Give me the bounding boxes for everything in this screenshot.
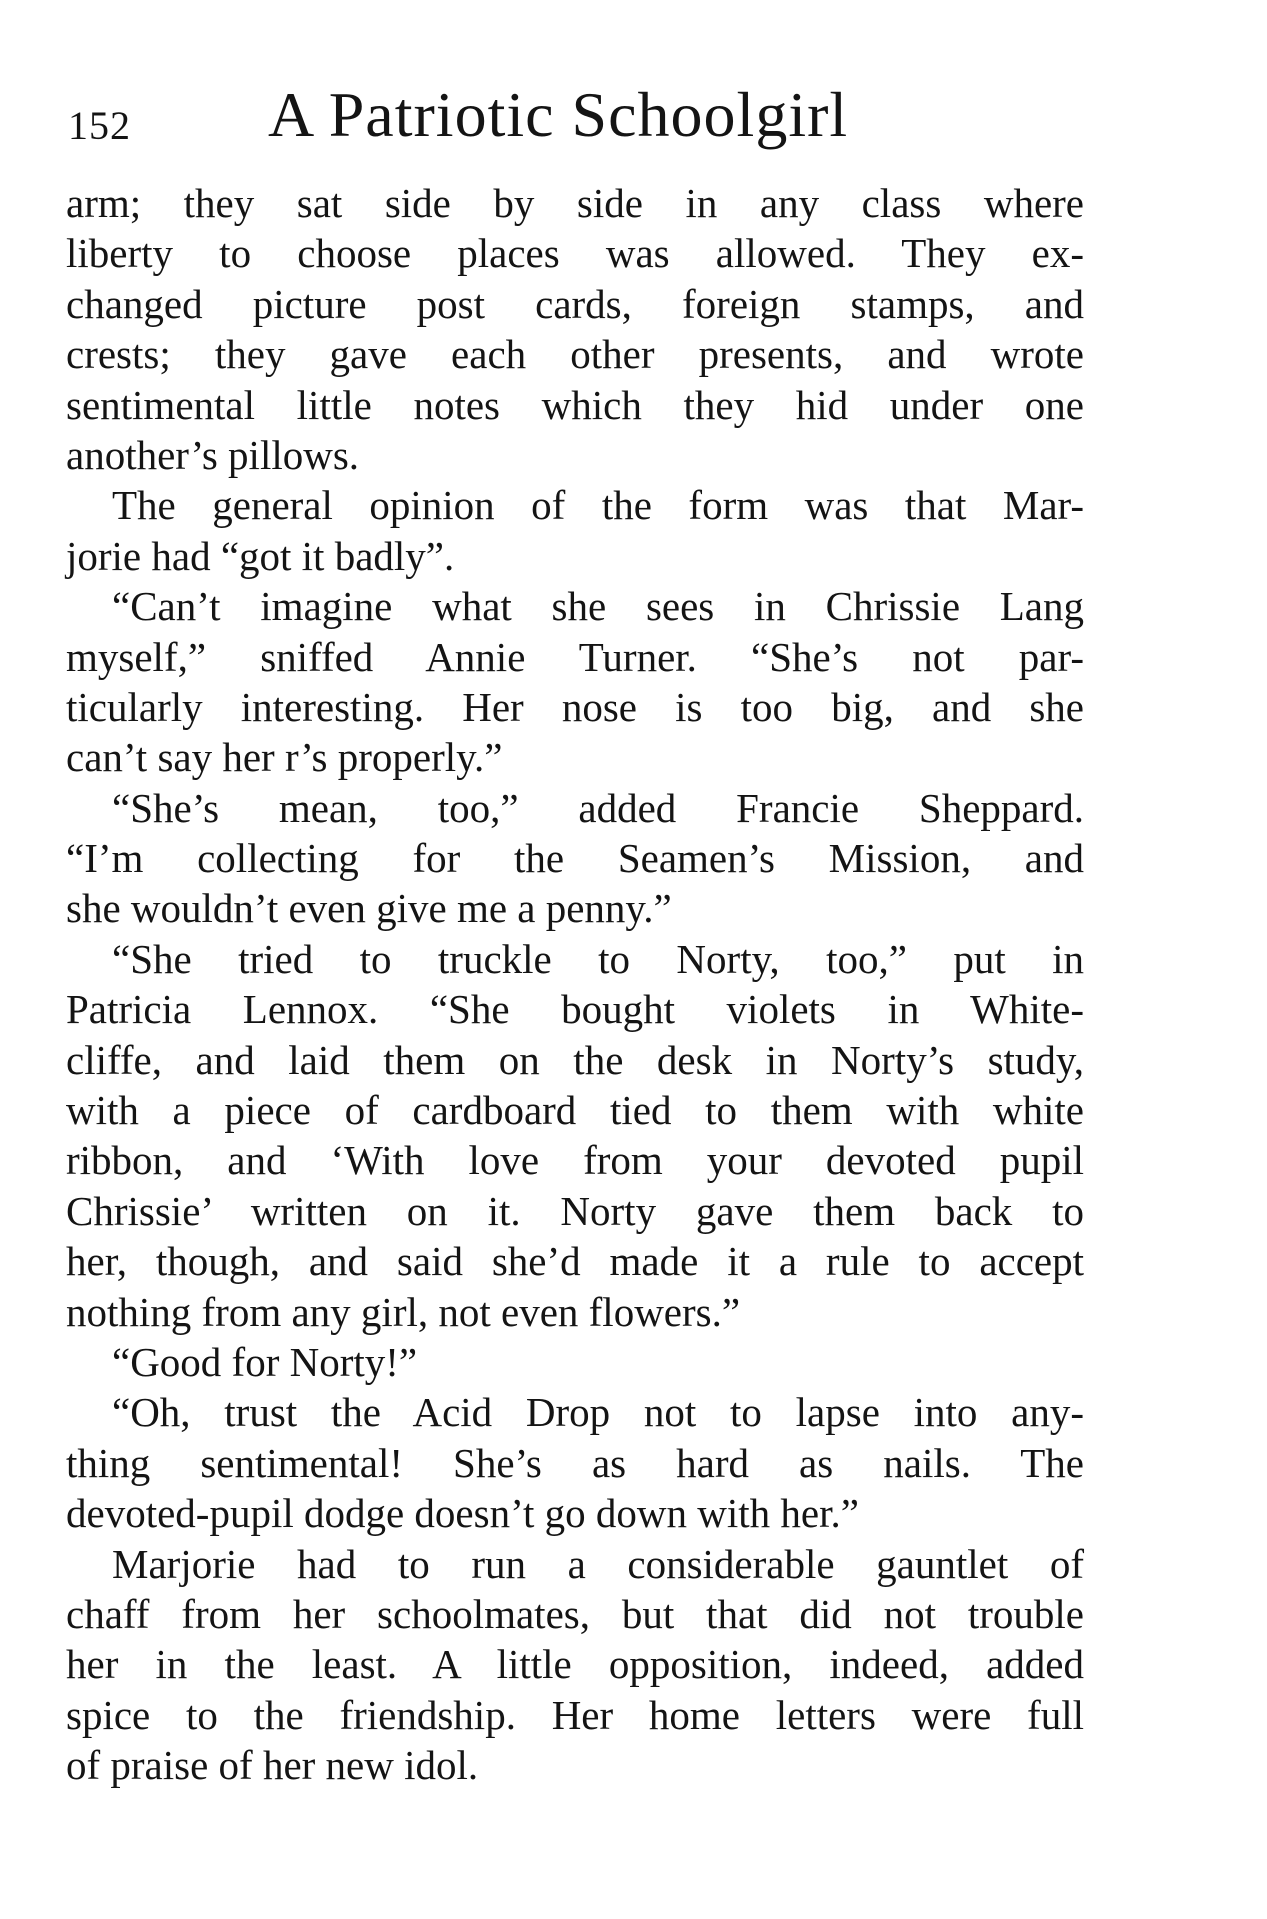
text-line: thing sentimental! She’s as hard as nails. The	[66, 1439, 1084, 1486]
text-line: can’t say her r’s properly.”	[66, 734, 503, 781]
text-line: “Can’t imagine what she sees in Chrissie Lang	[112, 583, 1084, 630]
text-line: ribbon, and ‘With love from your devoted pupil	[66, 1137, 1084, 1184]
text-line: myself,” sniffed Annie Turner. “She’s not par-	[66, 633, 1084, 680]
text-line: arm; they sat side by side in any class where	[66, 180, 1084, 226]
text-line: Marjorie had to run a considerable gauntlet of	[112, 1540, 1084, 1587]
text-line: “She’s mean, too,” added Francie Sheppard.	[112, 784, 1084, 831]
text-line: sentimental little notes which they hid under one	[66, 381, 1084, 428]
text-line: nothing from any girl, not even flowers.”	[66, 1288, 741, 1335]
text-line: “Good for Norty!”	[112, 1338, 418, 1385]
text-line: crests; they gave each other presents, and wrote	[66, 331, 1084, 378]
text-line: spice to the friendship. Her home letters were full	[66, 1691, 1084, 1738]
text-line: her in the least. A little opposition, indeed, added	[66, 1641, 1084, 1688]
text-line: devoted-pupil dodge doesn’t go down with her.”	[66, 1490, 859, 1537]
text-line: liberty to choose places was allowed. They ex-	[66, 230, 1084, 277]
text-line: chaff from her schoolmates, but that did not trouble	[66, 1590, 1084, 1637]
text-line: “I’m collecting for the Seamen’s Mission, and	[66, 835, 1084, 882]
running-head	[68, 78, 1088, 158]
text-line: Chrissie’ written on it. Norty gave them back to	[66, 1187, 1084, 1234]
text-line: “She tried to truckle to Norty, too,” put in	[112, 935, 1084, 982]
text-line: changed picture post cards, foreign stamps, and	[66, 280, 1084, 327]
text-line: she wouldn’t even give me a penny.”	[66, 885, 672, 932]
text-line: ticularly interesting. Her nose is too big, and she	[66, 683, 1084, 730]
text-line: Patricia Lennox. “She bought violets in White-	[66, 986, 1084, 1033]
book-title: A Patriotic Schoolgirl	[268, 79, 849, 150]
text-line: jorie had “got it badly”.	[66, 532, 455, 579]
text-line: another’s pillows.	[66, 431, 360, 478]
text-line: of praise of her new idol.	[66, 1742, 479, 1789]
text-line: cliffe, and laid them on the desk in Norty’s study,	[66, 1036, 1084, 1083]
text-line: “Oh, trust the Acid Drop not to lapse into any-	[112, 1389, 1084, 1436]
page-number: 152	[68, 103, 131, 148]
text-line: her, though, and said she’d made it a rule to accept	[66, 1238, 1084, 1285]
text-line: The general opinion of the form was that Mar-	[112, 482, 1084, 529]
body-text	[66, 178, 1084, 1791]
text-line: with a piece of cardboard tied to them with white	[66, 1087, 1084, 1134]
